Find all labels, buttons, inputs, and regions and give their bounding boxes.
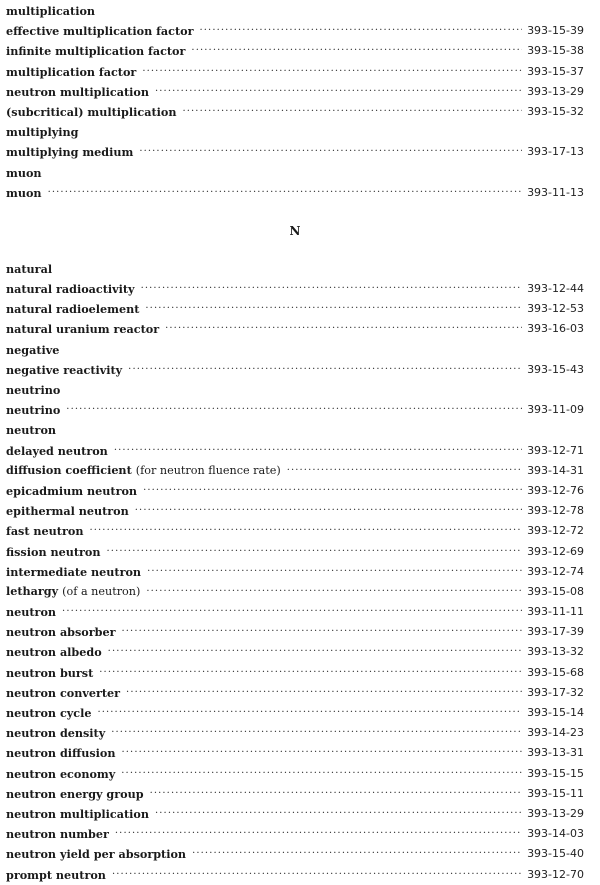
index-entry xyxy=(6,441,584,461)
entry-term-text: fast neutron xyxy=(6,524,84,539)
index-entry xyxy=(6,844,584,864)
entry-number: 393-12-44 xyxy=(527,282,584,296)
entry-term xyxy=(6,663,93,683)
section-letter: N xyxy=(289,223,301,238)
index-entry xyxy=(6,461,584,481)
entry-number: 393-12-53 xyxy=(527,302,584,316)
entry-number: 393-15-68 xyxy=(527,665,584,679)
entry-term-text: natural radioelement xyxy=(6,302,140,317)
index-entry xyxy=(6,183,584,203)
entry-number: 393-12-70 xyxy=(527,867,584,881)
dot-leader xyxy=(121,764,522,784)
entry-term xyxy=(6,824,109,844)
entry-term-text: neutron albedo xyxy=(6,645,102,660)
index-block-n xyxy=(6,259,584,885)
entry-term-text: neutron number xyxy=(6,827,109,842)
dot-leader xyxy=(128,360,522,380)
entry-term xyxy=(6,764,115,784)
index-entry xyxy=(6,622,584,642)
entry-number: 393-15-43 xyxy=(527,362,584,376)
entry-number: 393-15-15 xyxy=(527,766,584,780)
dot-leader xyxy=(182,102,522,122)
entry-term-text: neutron multiplication xyxy=(6,806,149,821)
index-entry xyxy=(6,481,584,501)
entry-number: 393-15-38 xyxy=(527,44,584,58)
entry-number: 393-12-69 xyxy=(527,544,584,558)
dot-leader xyxy=(107,542,523,562)
entry-term xyxy=(6,441,108,461)
entry-term xyxy=(6,481,137,501)
entry-term xyxy=(6,142,133,162)
entry-term-text: neutron economy xyxy=(6,766,116,781)
dot-leader xyxy=(155,82,522,102)
entry-number: 393-17-39 xyxy=(527,625,584,639)
entry-term xyxy=(6,562,141,582)
entry-term-text: neutrino xyxy=(6,403,61,418)
dot-leader xyxy=(141,279,523,299)
dot-leader xyxy=(192,844,522,864)
entry-number: 393-17-32 xyxy=(527,685,584,699)
index-entry xyxy=(6,21,584,41)
index-entry xyxy=(6,501,584,521)
entry-term xyxy=(6,865,106,885)
dot-leader xyxy=(200,21,523,41)
entry-term xyxy=(6,360,122,380)
entry-term xyxy=(6,642,102,662)
dot-leader xyxy=(126,683,522,703)
dot-leader xyxy=(114,441,522,461)
index-entry xyxy=(6,764,584,784)
entry-number: 393-11-13 xyxy=(527,185,584,199)
dot-leader xyxy=(287,461,522,481)
index-heading: multiplication xyxy=(6,4,96,18)
index-heading: neutron xyxy=(6,423,57,438)
entry-term xyxy=(6,102,176,122)
entry-term xyxy=(6,521,83,541)
entry-term-text: delayed neutron xyxy=(6,443,108,458)
dot-leader xyxy=(191,41,522,61)
entry-term xyxy=(6,602,56,622)
entry-number: 393-12-71 xyxy=(527,443,584,457)
entry-term-text: neutron cycle xyxy=(6,706,92,720)
dot-leader xyxy=(99,663,522,683)
entry-term xyxy=(6,542,101,562)
index-entry xyxy=(6,784,584,804)
index-entry xyxy=(6,299,584,319)
dot-leader xyxy=(108,642,522,662)
entry-term-text: neutron density xyxy=(6,726,106,741)
index-heading: natural xyxy=(6,261,53,276)
entry-term xyxy=(6,82,149,102)
index-entry xyxy=(6,865,584,885)
entry-term xyxy=(6,21,194,41)
entry-term-note: (of a neutron) xyxy=(62,585,141,599)
dot-leader xyxy=(121,743,522,763)
entry-number: 393-15-14 xyxy=(527,706,584,719)
entry-term-text: effective multiplication factor xyxy=(6,24,194,39)
entry-number: 393-14-23 xyxy=(527,726,584,740)
dot-leader xyxy=(146,582,522,602)
dot-leader xyxy=(97,703,522,723)
entry-term xyxy=(6,501,129,521)
entry-number: 393-15-32 xyxy=(527,104,584,118)
entry-term-text: neutron multiplication xyxy=(6,84,149,99)
entry-term-text: multiplying medium xyxy=(6,145,134,160)
entry-term xyxy=(6,804,149,824)
entry-number: 393-12-76 xyxy=(527,483,584,497)
entry-number: 393-15-11 xyxy=(527,786,584,800)
entry-term xyxy=(6,844,186,864)
entry-number: 393-13-32 xyxy=(527,645,584,659)
entry-term-text: neutron energy group xyxy=(6,786,144,801)
index-entry xyxy=(6,319,584,339)
entry-term-text: neutron xyxy=(6,605,57,620)
dot-leader xyxy=(142,62,522,82)
index-entry xyxy=(6,82,584,102)
entry-term-text: neutron diffusion xyxy=(6,746,116,761)
entry-term-text: lethargy xyxy=(6,584,59,599)
index-entry xyxy=(6,703,584,723)
entry-number: 393-14-31 xyxy=(527,463,584,477)
entry-term xyxy=(6,784,144,804)
dot-leader xyxy=(115,824,522,844)
dot-leader xyxy=(139,142,522,162)
index-block-m xyxy=(6,1,584,203)
entry-term-text: natural uranium reactor xyxy=(6,322,160,337)
index-entry xyxy=(6,804,584,824)
entry-term xyxy=(6,279,135,299)
dot-leader xyxy=(145,299,522,319)
dot-leader xyxy=(62,602,522,622)
index-entry xyxy=(6,142,584,162)
entry-term-text: natural radioactivity xyxy=(6,282,135,297)
dot-leader xyxy=(143,481,522,501)
entry-term xyxy=(6,400,60,420)
dot-leader xyxy=(155,804,522,824)
index-heading: negative xyxy=(6,342,60,357)
entry-term xyxy=(6,703,91,723)
entry-term xyxy=(6,299,139,319)
dot-leader xyxy=(89,521,522,541)
entry-number: 393-12-78 xyxy=(527,504,584,518)
index-entry xyxy=(6,642,584,662)
entry-number: 393-16-03 xyxy=(527,322,584,336)
entry-number: 393-13-31 xyxy=(527,746,584,760)
entry-term-text: prompt neutron xyxy=(6,867,106,882)
entry-term-text: epithermal neutron xyxy=(6,504,129,519)
entry-term xyxy=(6,581,140,602)
entry-term-text: intermediate neutron xyxy=(6,564,142,579)
index-entry xyxy=(6,582,584,602)
entry-term xyxy=(6,743,115,763)
dot-leader xyxy=(135,501,522,521)
entry-number: 393-12-74 xyxy=(527,564,584,578)
entry-term xyxy=(6,723,105,743)
entry-number: 393-13-29 xyxy=(527,84,584,98)
index-entry xyxy=(6,683,584,703)
dot-leader xyxy=(112,865,522,885)
entry-term-text: (subcritical) multiplication xyxy=(6,104,177,119)
entry-term xyxy=(6,319,159,339)
entry-number: 393-11-11 xyxy=(527,605,584,619)
entry-number: 393-14-03 xyxy=(527,827,584,841)
entry-term-text: neutron burst xyxy=(6,665,94,680)
entry-term xyxy=(6,683,120,703)
entry-term-text: multiplication factor xyxy=(6,64,137,79)
entry-term-text: neutron absorber xyxy=(6,625,116,640)
dot-leader xyxy=(122,622,523,642)
index-entry xyxy=(6,102,584,122)
dot-leader xyxy=(147,562,522,582)
entry-number: 393-15-37 xyxy=(527,64,584,78)
index-entry xyxy=(6,663,584,683)
index-entry xyxy=(6,41,584,61)
entry-term-text: neutron yield per absorption xyxy=(6,847,187,862)
dot-leader xyxy=(111,723,522,743)
dot-leader xyxy=(150,784,523,804)
entry-term xyxy=(6,41,185,61)
entry-number: 393-11-09 xyxy=(527,403,584,417)
index-heading: multiplying xyxy=(6,125,79,140)
entry-number: 393-13-29 xyxy=(527,806,584,820)
entry-term-text: muon xyxy=(6,185,42,200)
entry-term-note: (for neutron fluence rate) xyxy=(135,464,281,478)
entry-number: 393-15-39 xyxy=(527,24,584,38)
entry-term xyxy=(6,62,136,82)
entry-number: 393-17-13 xyxy=(527,145,584,159)
index-entry xyxy=(6,62,584,82)
entry-number: 393-15-40 xyxy=(527,847,584,861)
index-heading: muon xyxy=(6,165,42,180)
entry-term xyxy=(6,183,42,203)
entry-term-text: negative reactivity xyxy=(6,362,123,377)
entry-number: 393-15-08 xyxy=(527,584,584,598)
index-entry xyxy=(6,521,584,541)
entry-term-text: diffusion coefficient xyxy=(6,463,132,478)
index-heading: neutrino xyxy=(6,383,61,397)
index-entry xyxy=(6,542,584,562)
entry-term xyxy=(6,460,281,481)
index-entry xyxy=(6,723,584,743)
dot-leader xyxy=(48,183,522,203)
entry-number: 393-12-72 xyxy=(527,524,584,538)
entry-term-text: epicadmium neutron xyxy=(6,483,138,498)
entry-term-text: fission neutron xyxy=(6,544,101,559)
index-entry xyxy=(6,400,584,420)
index-entry xyxy=(6,562,584,582)
dot-leader xyxy=(66,400,522,420)
index-entry xyxy=(6,824,584,844)
entry-term-text: neutron converter xyxy=(6,685,121,700)
index-entry xyxy=(6,743,584,763)
entry-term xyxy=(6,622,116,642)
index-entry xyxy=(6,602,584,622)
entry-term-text: infinite multiplication factor xyxy=(6,44,186,59)
dot-leader xyxy=(165,319,522,339)
index-entry xyxy=(6,360,584,380)
index-entry xyxy=(6,279,584,299)
